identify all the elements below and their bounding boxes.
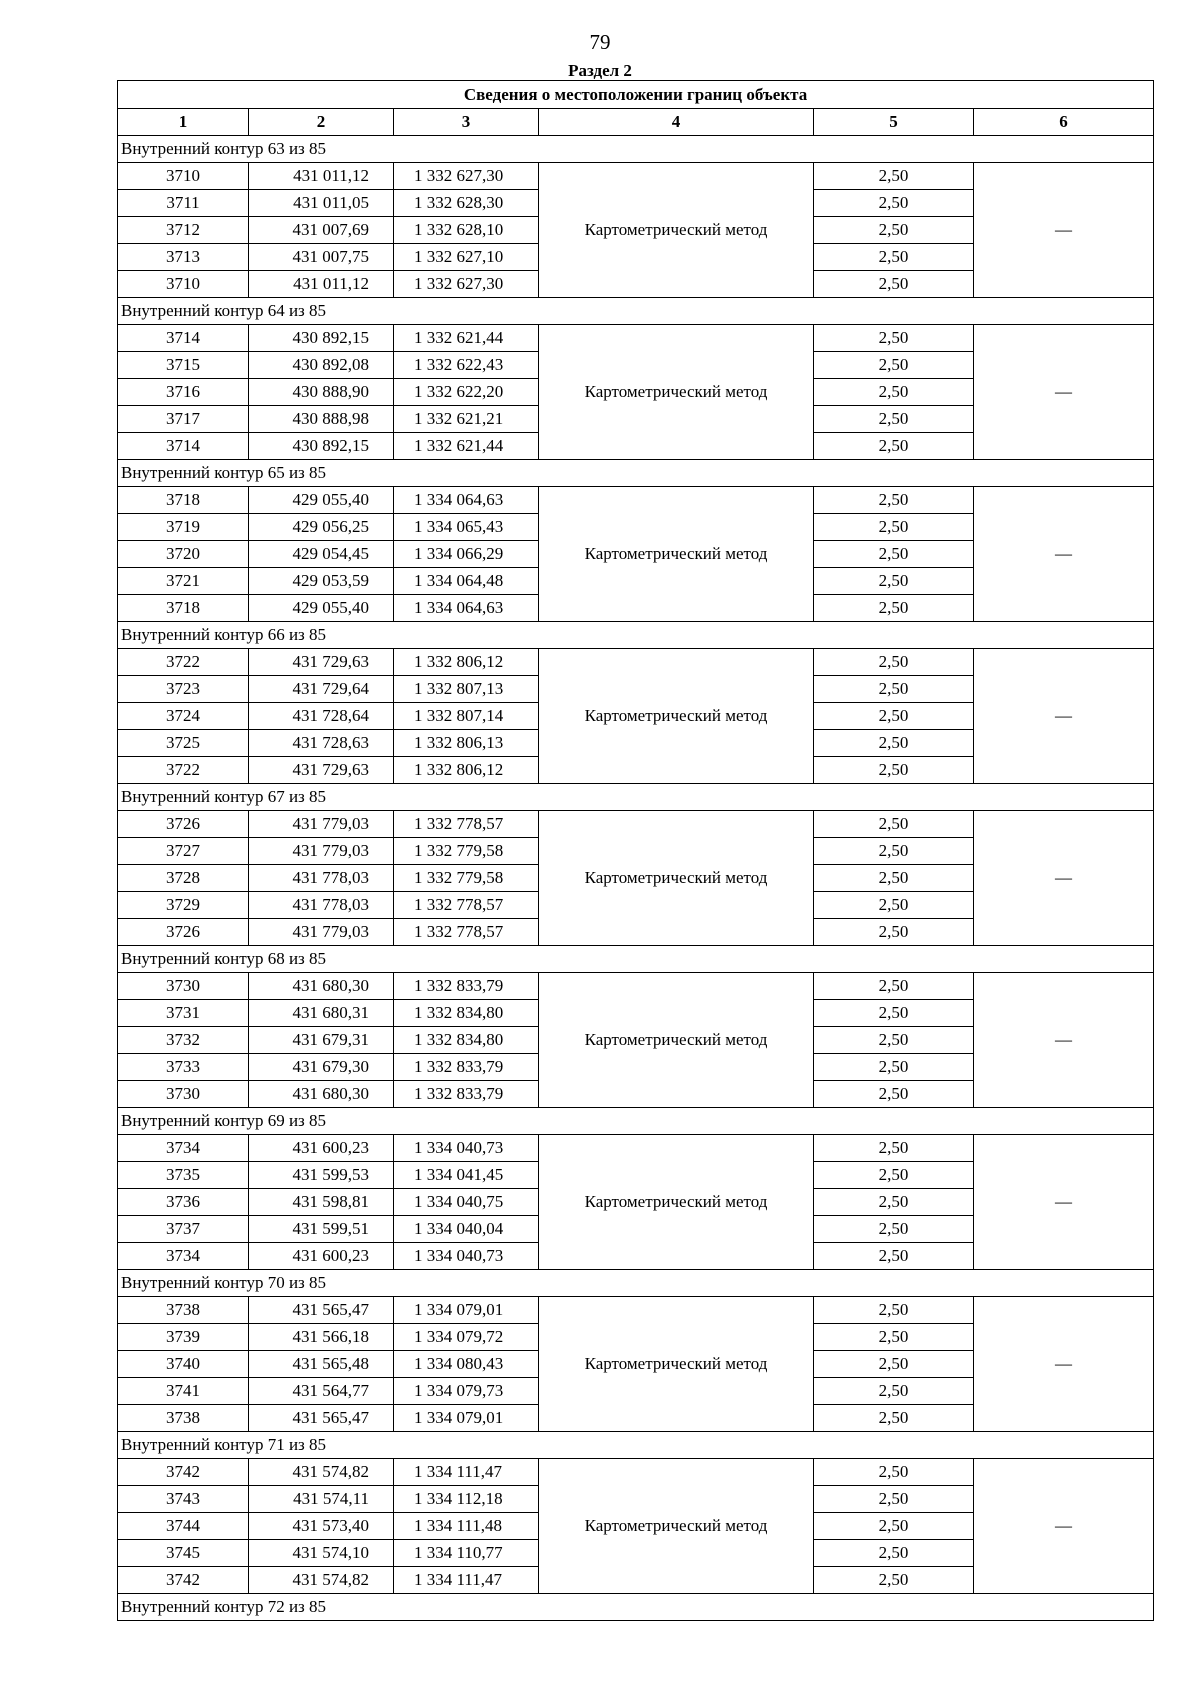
coordinate-x: 431 679,31 — [249, 1027, 394, 1054]
coordinate-x: 430 892,15 — [249, 433, 394, 460]
position-error: 2,50 — [814, 703, 974, 730]
point-number: 3741 — [118, 1378, 249, 1405]
position-error: 2,50 — [814, 514, 974, 541]
position-error: 2,50 — [814, 1081, 974, 1108]
determination-method: Картометрический метод — [539, 973, 814, 1108]
coordinate-y: 1 334 079,01 — [394, 1405, 539, 1432]
column-number-1: 1 — [118, 109, 249, 136]
point-number: 3742 — [118, 1567, 249, 1594]
coordinate-y: 1 332 806,12 — [394, 757, 539, 784]
table-row — [118, 811, 1154, 838]
coordinate-x: 431 565,47 — [249, 1405, 394, 1432]
coordinate-y: 1 332 806,12 — [394, 649, 539, 676]
coordinate-x: 431 573,40 — [249, 1513, 394, 1540]
coordinate-x: 431 600,23 — [249, 1135, 394, 1162]
point-number: 3718 — [118, 595, 249, 622]
coordinate-y: 1 334 079,01 — [394, 1297, 539, 1324]
point-number: 3717 — [118, 406, 249, 433]
position-error: 2,50 — [814, 1162, 974, 1189]
position-error: 2,50 — [814, 919, 974, 946]
coordinate-x: 431 600,23 — [249, 1243, 394, 1270]
coordinate-x: 431 574,82 — [249, 1459, 394, 1486]
determination-method: Картометрический метод — [539, 649, 814, 784]
determination-method: Картометрический метод — [539, 1297, 814, 1432]
contour-label: Внутренний контур 65 из 85 — [118, 460, 1154, 487]
point-number: 3716 — [118, 379, 249, 406]
contour-header-row — [118, 1594, 1154, 1621]
coordinate-x: 431 728,63 — [249, 730, 394, 757]
determination-method: Картометрический метод — [539, 811, 814, 946]
coordinate-x: 431 565,48 — [249, 1351, 394, 1378]
point-number: 3735 — [118, 1162, 249, 1189]
position-error: 2,50 — [814, 1513, 974, 1540]
coordinate-y: 1 332 833,79 — [394, 1081, 539, 1108]
column-number-5: 5 — [814, 109, 974, 136]
coordinate-y: 1 332 622,43 — [394, 352, 539, 379]
coordinate-y: 1 332 778,57 — [394, 811, 539, 838]
coordinate-x: 430 892,08 — [249, 352, 394, 379]
table-caption: Сведения о местоположении границ объекта — [118, 81, 1154, 109]
position-error: 2,50 — [814, 325, 974, 352]
coordinate-x: 429 055,40 — [249, 595, 394, 622]
point-number: 3738 — [118, 1297, 249, 1324]
position-error: 2,50 — [814, 541, 974, 568]
coordinate-y: 1 334 111,48 — [394, 1513, 539, 1540]
coordinate-x: 429 054,45 — [249, 541, 394, 568]
point-number: 3738 — [118, 1405, 249, 1432]
position-error: 2,50 — [814, 163, 974, 190]
coordinate-x: 430 888,98 — [249, 406, 394, 433]
coordinate-y: 1 334 064,48 — [394, 568, 539, 595]
contour-label: Внутренний контур 71 из 85 — [118, 1432, 1154, 1459]
position-error: 2,50 — [814, 811, 974, 838]
point-number: 3728 — [118, 865, 249, 892]
position-error: 2,50 — [814, 352, 974, 379]
position-error: 2,50 — [814, 433, 974, 460]
note-dash: — — [974, 649, 1154, 784]
coordinate-y: 1 332 779,58 — [394, 838, 539, 865]
point-number: 3726 — [118, 919, 249, 946]
coordinate-x: 431 007,75 — [249, 244, 394, 271]
point-number: 3736 — [118, 1189, 249, 1216]
point-number: 3730 — [118, 1081, 249, 1108]
determination-method: Картометрический метод — [539, 1135, 814, 1270]
position-error: 2,50 — [814, 1459, 974, 1486]
coordinate-y: 1 334 111,47 — [394, 1459, 539, 1486]
point-number: 3726 — [118, 811, 249, 838]
coordinate-x: 431 566,18 — [249, 1324, 394, 1351]
position-error: 2,50 — [814, 379, 974, 406]
position-error: 2,50 — [814, 1567, 974, 1594]
coordinate-x: 431 779,03 — [249, 838, 394, 865]
point-number: 3721 — [118, 568, 249, 595]
contour-label: Внутренний контур 67 из 85 — [118, 784, 1154, 811]
column-number-2: 2 — [249, 109, 394, 136]
position-error: 2,50 — [814, 406, 974, 433]
coordinate-x: 430 888,90 — [249, 379, 394, 406]
coordinate-y: 1 334 110,77 — [394, 1540, 539, 1567]
coordinate-x: 431 778,03 — [249, 892, 394, 919]
position-error: 2,50 — [814, 1216, 974, 1243]
coordinate-y: 1 334 040,75 — [394, 1189, 539, 1216]
point-number: 3724 — [118, 703, 249, 730]
position-error: 2,50 — [814, 973, 974, 1000]
position-error: 2,50 — [814, 1540, 974, 1567]
point-number: 3713 — [118, 244, 249, 271]
coordinate-x: 431 779,03 — [249, 919, 394, 946]
coordinate-x: 430 892,15 — [249, 325, 394, 352]
position-error: 2,50 — [814, 757, 974, 784]
coordinate-x: 431 564,77 — [249, 1378, 394, 1405]
position-error: 2,50 — [814, 244, 974, 271]
contour-label: Внутренний контур 63 из 85 — [118, 136, 1154, 163]
position-error: 2,50 — [814, 1486, 974, 1513]
column-number-3: 3 — [394, 109, 539, 136]
contour-header-row — [118, 136, 1154, 163]
point-number: 3722 — [118, 649, 249, 676]
coordinate-y: 1 332 806,13 — [394, 730, 539, 757]
position-error: 2,50 — [814, 1351, 974, 1378]
point-number: 3711 — [118, 190, 249, 217]
coordinate-x: 431 007,69 — [249, 217, 394, 244]
point-number: 3739 — [118, 1324, 249, 1351]
contour-label: Внутренний контур 69 из 85 — [118, 1108, 1154, 1135]
contour-label: Внутренний контур 70 из 85 — [118, 1270, 1154, 1297]
coordinate-y: 1 334 064,63 — [394, 595, 539, 622]
position-error: 2,50 — [814, 1378, 974, 1405]
coordinate-x: 431 574,10 — [249, 1540, 394, 1567]
point-number: 3742 — [118, 1459, 249, 1486]
coordinate-y: 1 334 040,04 — [394, 1216, 539, 1243]
coordinate-y: 1 332 628,10 — [394, 217, 539, 244]
coordinate-y: 1 332 627,30 — [394, 163, 539, 190]
determination-method: Картометрический метод — [539, 163, 814, 298]
coordinate-y: 1 332 807,13 — [394, 676, 539, 703]
coordinate-x: 431 599,53 — [249, 1162, 394, 1189]
position-error: 2,50 — [814, 838, 974, 865]
coordinate-x: 431 680,30 — [249, 973, 394, 1000]
position-error: 2,50 — [814, 190, 974, 217]
coordinate-x: 431 011,05 — [249, 190, 394, 217]
coordinate-y: 1 334 040,73 — [394, 1243, 539, 1270]
coordinate-y: 1 332 627,10 — [394, 244, 539, 271]
table-body — [118, 136, 1154, 1621]
coordinate-x: 431 729,64 — [249, 676, 394, 703]
page-number: 79 — [589, 30, 611, 54]
point-number: 3733 — [118, 1054, 249, 1081]
contour-label: Внутренний контур 72 из 85 — [118, 1594, 1154, 1621]
point-number: 3727 — [118, 838, 249, 865]
position-error: 2,50 — [814, 1054, 974, 1081]
position-error: 2,50 — [814, 1000, 974, 1027]
point-number: 3712 — [118, 217, 249, 244]
position-error: 2,50 — [814, 1324, 974, 1351]
coordinate-y: 1 334 080,43 — [394, 1351, 539, 1378]
determination-method: Картометрический метод — [539, 487, 814, 622]
position-error: 2,50 — [814, 487, 974, 514]
coordinate-y: 1 334 111,47 — [394, 1567, 539, 1594]
coordinate-x: 431 779,03 — [249, 811, 394, 838]
coordinate-y: 1 334 079,72 — [394, 1324, 539, 1351]
table-row — [118, 487, 1154, 514]
coordinate-y: 1 332 778,57 — [394, 919, 539, 946]
point-number: 3732 — [118, 1027, 249, 1054]
table-row — [118, 1297, 1154, 1324]
point-number: 3719 — [118, 514, 249, 541]
contour-label: Внутренний контур 64 из 85 — [118, 298, 1154, 325]
coordinate-y: 1 332 621,44 — [394, 325, 539, 352]
coordinate-y: 1 334 066,29 — [394, 541, 539, 568]
position-error: 2,50 — [814, 1189, 974, 1216]
position-error: 2,50 — [814, 1243, 974, 1270]
contour-header-row — [118, 298, 1154, 325]
position-error: 2,50 — [814, 730, 974, 757]
coordinate-x: 431 679,30 — [249, 1054, 394, 1081]
point-number: 3720 — [118, 541, 249, 568]
note-dash: — — [974, 325, 1154, 460]
position-error: 2,50 — [814, 568, 974, 595]
coordinate-y: 1 334 079,73 — [394, 1378, 539, 1405]
point-number: 3725 — [118, 730, 249, 757]
column-number-6: 6 — [974, 109, 1154, 136]
note-dash: — — [974, 1459, 1154, 1594]
coordinate-y: 1 332 627,30 — [394, 271, 539, 298]
position-error: 2,50 — [814, 892, 974, 919]
boundary-coordinates-table — [117, 80, 1154, 1621]
note-dash: — — [974, 973, 1154, 1108]
contour-label: Внутренний контур 66 из 85 — [118, 622, 1154, 649]
coordinate-y: 1 334 041,45 — [394, 1162, 539, 1189]
coordinate-y: 1 332 778,57 — [394, 892, 539, 919]
position-error: 2,50 — [814, 595, 974, 622]
point-number: 3730 — [118, 973, 249, 1000]
point-number: 3723 — [118, 676, 249, 703]
table-row — [118, 1459, 1154, 1486]
point-number: 3710 — [118, 271, 249, 298]
coordinate-y: 1 334 112,18 — [394, 1486, 539, 1513]
contour-header-row — [118, 1432, 1154, 1459]
coordinate-x: 431 565,47 — [249, 1297, 394, 1324]
coordinate-x: 431 011,12 — [249, 271, 394, 298]
coordinate-x: 429 055,40 — [249, 487, 394, 514]
coordinate-y: 1 332 621,21 — [394, 406, 539, 433]
determination-method: Картометрический метод — [539, 1459, 814, 1594]
coordinate-x: 431 680,31 — [249, 1000, 394, 1027]
coordinate-x: 431 011,12 — [249, 163, 394, 190]
determination-method: Картометрический метод — [539, 325, 814, 460]
coordinate-x: 429 053,59 — [249, 568, 394, 595]
contour-header-row — [118, 784, 1154, 811]
coordinate-y: 1 332 833,79 — [394, 973, 539, 1000]
column-number-4: 4 — [539, 109, 814, 136]
contour-header-row — [118, 460, 1154, 487]
coordinate-y: 1 332 807,14 — [394, 703, 539, 730]
coordinate-x: 431 729,63 — [249, 757, 394, 784]
point-number: 3734 — [118, 1243, 249, 1270]
coordinate-y: 1 334 064,63 — [394, 487, 539, 514]
note-dash: — — [974, 1297, 1154, 1432]
note-dash: — — [974, 163, 1154, 298]
coordinate-y: 1 332 622,20 — [394, 379, 539, 406]
point-number: 3745 — [118, 1540, 249, 1567]
coordinate-y: 1 332 834,80 — [394, 1027, 539, 1054]
position-error: 2,50 — [814, 865, 974, 892]
contour-header-row — [118, 946, 1154, 973]
point-number: 3743 — [118, 1486, 249, 1513]
contour-label: Внутренний контур 68 из 85 — [118, 946, 1154, 973]
point-number: 3734 — [118, 1135, 249, 1162]
point-number: 3715 — [118, 352, 249, 379]
point-number: 3714 — [118, 325, 249, 352]
position-error: 2,50 — [814, 217, 974, 244]
point-number: 3718 — [118, 487, 249, 514]
coordinate-y: 1 332 833,79 — [394, 1054, 539, 1081]
coordinate-x: 431 680,30 — [249, 1081, 394, 1108]
table-row — [118, 973, 1154, 1000]
coordinate-x: 431 728,64 — [249, 703, 394, 730]
position-error: 2,50 — [814, 1135, 974, 1162]
position-error: 2,50 — [814, 676, 974, 703]
point-number: 3744 — [118, 1513, 249, 1540]
table-row — [118, 1135, 1154, 1162]
coordinate-x: 431 778,03 — [249, 865, 394, 892]
note-dash: — — [974, 1135, 1154, 1270]
coordinate-y: 1 332 621,44 — [394, 433, 539, 460]
point-number: 3714 — [118, 433, 249, 460]
position-error: 2,50 — [814, 1297, 974, 1324]
note-dash: — — [974, 487, 1154, 622]
position-error: 2,50 — [814, 1405, 974, 1432]
column-number-row — [118, 109, 1154, 136]
coordinate-y: 1 332 834,80 — [394, 1000, 539, 1027]
coordinate-x: 431 598,81 — [249, 1189, 394, 1216]
contour-header-row — [118, 1108, 1154, 1135]
table-row — [118, 325, 1154, 352]
point-number: 3722 — [118, 757, 249, 784]
point-number: 3737 — [118, 1216, 249, 1243]
position-error: 2,50 — [814, 271, 974, 298]
table-row — [118, 649, 1154, 676]
coordinate-x: 431 729,63 — [249, 649, 394, 676]
point-number: 3740 — [118, 1351, 249, 1378]
coordinate-y: 1 334 040,73 — [394, 1135, 539, 1162]
coordinate-x: 429 056,25 — [249, 514, 394, 541]
coordinate-x: 431 574,82 — [249, 1567, 394, 1594]
section-title: Раздел 2 — [568, 61, 632, 80]
position-error: 2,50 — [814, 649, 974, 676]
coordinate-y: 1 334 065,43 — [394, 514, 539, 541]
coordinate-y: 1 332 628,30 — [394, 190, 539, 217]
coordinate-y: 1 332 779,58 — [394, 865, 539, 892]
position-error: 2,50 — [814, 1027, 974, 1054]
coordinate-x: 431 599,51 — [249, 1216, 394, 1243]
point-number: 3731 — [118, 1000, 249, 1027]
table-row — [118, 163, 1154, 190]
table-caption-row — [118, 81, 1154, 109]
contour-header-row — [118, 622, 1154, 649]
point-number: 3710 — [118, 163, 249, 190]
point-number: 3729 — [118, 892, 249, 919]
note-dash: — — [974, 811, 1154, 946]
contour-header-row — [118, 1270, 1154, 1297]
coordinate-x: 431 574,11 — [249, 1486, 394, 1513]
